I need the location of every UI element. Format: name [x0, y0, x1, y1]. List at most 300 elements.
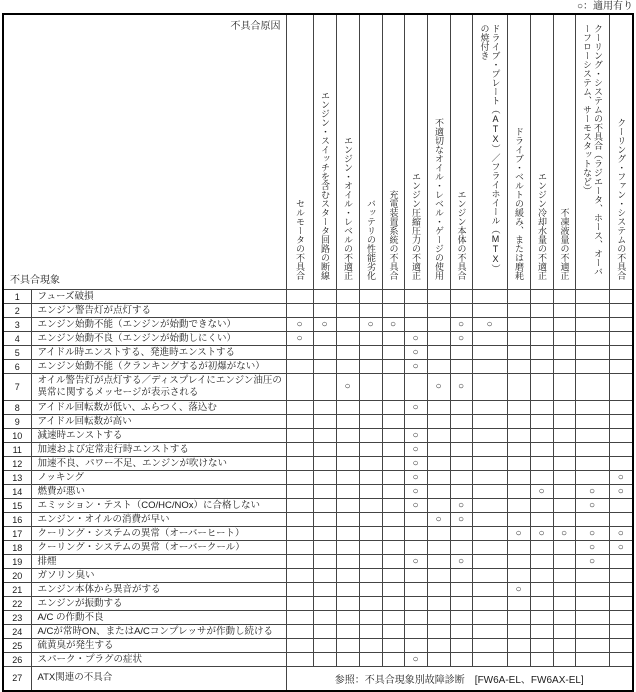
- mark-cell: [450, 611, 472, 625]
- mark-cell: [530, 611, 553, 625]
- mark-cell: [530, 555, 553, 569]
- row-number: 12: [3, 457, 31, 471]
- mark-cell: [553, 304, 575, 318]
- cause-column-label: 不適切なオイル・レベル・ゲージの使用: [434, 118, 444, 280]
- table-row: [3, 346, 633, 360]
- mark-cell: [359, 513, 382, 527]
- cause-column-label: エンジン本体の不具合: [456, 190, 467, 280]
- mark-cell: [286, 555, 313, 569]
- mark-cell: [359, 527, 382, 541]
- symptom-cell: エンジン本体から異音がする: [31, 583, 286, 597]
- applicable-mark-cell: [450, 513, 472, 527]
- mark-cell: [530, 499, 553, 513]
- mark-cell: [313, 527, 336, 541]
- mark-cell: [427, 429, 450, 443]
- row-number: 24: [3, 625, 31, 639]
- mark-cell: [404, 569, 427, 583]
- applicable-circle-mark: ○: [515, 583, 522, 595]
- cause-column-label: バッテリの性能劣化: [366, 199, 376, 280]
- mark-cell: [427, 485, 450, 499]
- row-number: 1: [3, 290, 31, 304]
- table-row: [3, 471, 633, 485]
- mark-cell: [313, 639, 336, 653]
- mark-cell: [575, 457, 609, 471]
- row-number: 23: [3, 611, 31, 625]
- applicable-circle-mark: ○: [588, 499, 596, 511]
- mark-cell: [313, 471, 336, 485]
- mark-cell: [313, 374, 336, 401]
- mark-cell: [286, 513, 313, 527]
- applicable-circle-mark: ○: [412, 457, 419, 469]
- row-number: 9: [3, 415, 31, 429]
- mark-cell: [382, 569, 404, 583]
- mark-cell: [382, 346, 404, 360]
- mark-cell: [336, 611, 359, 625]
- row-number: 4: [3, 332, 31, 346]
- mark-cell: [450, 304, 472, 318]
- mark-cell: [530, 290, 553, 304]
- mark-cell: [359, 583, 382, 597]
- mark-cell: [359, 443, 382, 457]
- mark-cell: [336, 429, 359, 443]
- mark-cell: [609, 499, 633, 513]
- mark-cell: [553, 360, 575, 374]
- row-number: 20: [3, 569, 31, 583]
- mark-cell: [575, 332, 609, 346]
- applicable-circle-mark: ○: [617, 527, 624, 539]
- table-row: [3, 415, 633, 429]
- mark-cell: [359, 597, 382, 611]
- mark-cell: [359, 639, 382, 653]
- mark-cell: [530, 653, 553, 667]
- mark-cell: [382, 457, 404, 471]
- cause-column-header-7: [427, 14, 450, 290]
- mark-cell: [472, 569, 507, 583]
- cause-column-header-5: [382, 14, 404, 290]
- table-row: [3, 583, 633, 597]
- mark-cell: [404, 611, 427, 625]
- row-number: 21: [3, 583, 31, 597]
- mark-cell: [609, 653, 633, 667]
- mark-cell: [553, 429, 575, 443]
- mark-cell: [472, 471, 507, 485]
- applicable-circle-mark: ○: [588, 541, 596, 553]
- mark-cell: [359, 429, 382, 443]
- mark-cell: [530, 457, 553, 471]
- mark-cell: [427, 653, 450, 667]
- mark-cell: [472, 499, 507, 513]
- mark-cell: [609, 555, 633, 569]
- symptom-cell: エンジン始動不能（エンジンが始動できない）: [31, 318, 286, 332]
- mark-cell: [472, 653, 507, 667]
- mark-cell: [553, 443, 575, 457]
- mark-cell: [507, 499, 530, 513]
- row-number: 14: [3, 485, 31, 499]
- mark-cell: [359, 290, 382, 304]
- mark-cell: [427, 290, 450, 304]
- mark-cell: [382, 443, 404, 457]
- mark-cell: [336, 415, 359, 429]
- mark-cell: [313, 499, 336, 513]
- mark-cell: [450, 583, 472, 597]
- mark-cell: [427, 597, 450, 611]
- mark-cell: [609, 457, 633, 471]
- mark-cell: [507, 597, 530, 611]
- cause-column-header-11: [530, 14, 553, 290]
- mark-cell: [359, 625, 382, 639]
- mark-cell: [472, 625, 507, 639]
- applicable-circle-mark: ○: [412, 653, 419, 665]
- mark-cell: [336, 639, 359, 653]
- mark-cell: [553, 555, 575, 569]
- applicable-mark-cell: [336, 374, 359, 401]
- mark-cell: [427, 611, 450, 625]
- mark-cell: [336, 583, 359, 597]
- mark-cell: [553, 457, 575, 471]
- mark-cell: [553, 485, 575, 499]
- mark-cell: [450, 485, 472, 499]
- applicable-circle-mark: ○: [515, 527, 522, 539]
- applicable-mark-cell: [507, 527, 530, 541]
- symptom-cell: アイドル時エンストする、発進時エンストする: [31, 346, 286, 360]
- mark-cell: [404, 304, 427, 318]
- mark-cell: [507, 653, 530, 667]
- mark-cell: [507, 415, 530, 429]
- mark-cell: [609, 583, 633, 597]
- mark-cell: [313, 625, 336, 639]
- mark-cell: [472, 443, 507, 457]
- cause-column-label: クーリング・システムの不具合（ラジエータ、ホース、オーバーフローシステム、サーモスタットなど）: [582, 24, 603, 276]
- cause-column-header-13: [575, 14, 609, 290]
- mark-cell: [382, 653, 404, 667]
- mark-cell: [313, 611, 336, 625]
- mark-cell: [609, 429, 633, 443]
- applicable-circle-mark: ○: [412, 443, 419, 455]
- cause-column-header-3: [336, 14, 359, 290]
- mark-cell: [382, 597, 404, 611]
- mark-cell: [575, 374, 609, 401]
- mark-cell: [336, 290, 359, 304]
- mark-cell: [404, 625, 427, 639]
- mark-cell: [575, 429, 609, 443]
- mark-cell: [359, 653, 382, 667]
- applicable-circle-mark: ○: [296, 332, 303, 344]
- mark-cell: [530, 443, 553, 457]
- mark-cell: [472, 290, 507, 304]
- mark-cell: [507, 569, 530, 583]
- mark-cell: [404, 290, 427, 304]
- mark-cell: [472, 429, 507, 443]
- mark-cell: [404, 583, 427, 597]
- cause-column-label: 充電装置系統の不具合: [388, 190, 399, 280]
- applicable-mark-cell: [450, 374, 472, 401]
- table-row: [3, 304, 633, 318]
- mark-cell: [382, 485, 404, 499]
- applicable-circle-mark: ○: [538, 527, 545, 539]
- mark-cell: [575, 318, 609, 332]
- symptom-cell: ATX関連の不具合: [31, 667, 286, 691]
- applicable-mark-cell: [313, 318, 336, 332]
- mark-cell: [507, 360, 530, 374]
- mark-cell: [336, 499, 359, 513]
- cause-column-label: ドライブ・プレート（ATX）／フライホイール（MTX）の焼付き: [479, 24, 501, 273]
- table-row: [3, 485, 633, 499]
- applicable-circle-mark: ○: [588, 555, 596, 567]
- mark-cell: [313, 332, 336, 346]
- applicable-circle-mark: ○: [412, 499, 419, 511]
- mark-cell: [286, 429, 313, 443]
- applicable-mark-cell: [427, 374, 450, 401]
- mark-cell: [382, 555, 404, 569]
- applicable-mark-cell: [404, 401, 427, 415]
- corner-header-cell: [3, 14, 286, 290]
- mark-cell: [609, 346, 633, 360]
- mark-cell: [336, 471, 359, 485]
- mark-cell: [427, 583, 450, 597]
- symptom-cell: 排煙: [31, 555, 286, 569]
- mark-cell: [427, 415, 450, 429]
- applicable-circle-mark: ○: [412, 346, 419, 358]
- mark-cell: [382, 429, 404, 443]
- mark-cell: [313, 597, 336, 611]
- mark-cell: [530, 415, 553, 429]
- mark-cell: [530, 346, 553, 360]
- mark-cell: [609, 304, 633, 318]
- applicable-circle-mark: ○: [389, 318, 397, 330]
- mark-cell: [336, 304, 359, 318]
- mark-cell: [553, 318, 575, 332]
- mark-cell: [286, 639, 313, 653]
- mark-cell: [427, 332, 450, 346]
- mark-cell: [530, 318, 553, 332]
- row-number: 5: [3, 346, 31, 360]
- row-number: 7: [3, 374, 31, 401]
- applicable-mark-cell: [404, 443, 427, 457]
- applicable-circle-mark: ○: [457, 381, 465, 392]
- table-row: [3, 499, 633, 513]
- mark-cell: [382, 583, 404, 597]
- row-number: 26: [3, 653, 31, 667]
- mark-cell: [286, 401, 313, 415]
- mark-cell: [507, 485, 530, 499]
- mark-cell: [507, 304, 530, 318]
- table-row: [3, 597, 633, 611]
- applicable-circle-mark: ○: [457, 318, 465, 330]
- applicable-circle-mark: ○: [344, 381, 351, 392]
- applicable-mark-cell: [575, 541, 609, 555]
- row-number: 16: [3, 513, 31, 527]
- table-row: [3, 569, 633, 583]
- cause-column-header-8: [450, 14, 472, 290]
- cause-column-label: クーリング・ファン・システムの不具合: [616, 118, 627, 280]
- mark-cell: [359, 541, 382, 555]
- mark-cell: [553, 625, 575, 639]
- row-number: 6: [3, 360, 31, 374]
- mark-cell: [553, 569, 575, 583]
- mark-cell: [359, 471, 382, 485]
- mark-cell: [472, 597, 507, 611]
- symptom-cell: クーリング・システムの異常（オーバーヒート）: [31, 527, 286, 541]
- mark-cell: [450, 527, 472, 541]
- applicable-circle-mark: ○: [588, 527, 596, 539]
- mark-cell: [553, 583, 575, 597]
- mark-cell: [313, 485, 336, 499]
- cause-column-label: エンジン圧縮圧力の不適正: [411, 172, 421, 280]
- row-number: 22: [3, 597, 31, 611]
- applicable-circle-mark: ○: [457, 499, 465, 511]
- cause-column-label: 不凍液量の不適正: [559, 208, 570, 280]
- mark-cell: [450, 429, 472, 443]
- applicable-mark-cell: [404, 499, 427, 513]
- mark-cell: [609, 625, 633, 639]
- mark-cell: [313, 457, 336, 471]
- applicable-mark-cell: [404, 457, 427, 471]
- cause-column-label: エンジン・スイッチを含むスタータ回路の断線: [320, 91, 330, 280]
- row-number: 18: [3, 541, 31, 555]
- mark-cell: [507, 374, 530, 401]
- mark-cell: [575, 304, 609, 318]
- causes-axis-label: 不具合原因: [230, 21, 281, 32]
- mark-cell: [286, 346, 313, 360]
- mark-cell: [336, 527, 359, 541]
- mark-cell: [553, 639, 575, 653]
- mark-cell: [507, 625, 530, 639]
- row-number: 19: [3, 555, 31, 569]
- mark-cell: [404, 374, 427, 401]
- mark-cell: [359, 401, 382, 415]
- mark-cell: [359, 555, 382, 569]
- mark-cell: [575, 290, 609, 304]
- mark-cell: [530, 471, 553, 485]
- mark-cell: [575, 513, 609, 527]
- mark-cell: [609, 332, 633, 346]
- mark-cell: [507, 611, 530, 625]
- table-row: [3, 653, 633, 667]
- applicable-mark-cell: [530, 527, 553, 541]
- applicable-mark-cell: [404, 360, 427, 374]
- mark-cell: [313, 443, 336, 457]
- mark-cell: [609, 401, 633, 415]
- applicable-mark-cell: [404, 346, 427, 360]
- mark-cell: [553, 471, 575, 485]
- mark-cell: [507, 639, 530, 653]
- mark-cell: [382, 513, 404, 527]
- mark-cell: [507, 318, 530, 332]
- mark-cell: [359, 346, 382, 360]
- mark-cell: [286, 499, 313, 513]
- mark-cell: [553, 597, 575, 611]
- mark-cell: [336, 597, 359, 611]
- mark-cell: [286, 527, 313, 541]
- symptom-cell: 加速不良、パワー不足、エンジンが吹けない: [31, 457, 286, 471]
- troubleshooting-matrix-table: [2, 13, 634, 692]
- cause-column-header-14: [609, 14, 633, 290]
- mark-cell: [450, 290, 472, 304]
- mark-cell: [530, 513, 553, 527]
- mark-cell: [404, 415, 427, 429]
- mark-cell: [359, 499, 382, 513]
- mark-cell: [450, 653, 472, 667]
- applicable-circle-mark: ○: [617, 541, 624, 553]
- applicable-mark-cell: [609, 541, 633, 555]
- mark-cell: [382, 625, 404, 639]
- mark-cell: [427, 541, 450, 555]
- mark-cell: [472, 457, 507, 471]
- symptom-cell: 燃費が悪い: [31, 485, 286, 499]
- applicable-mark-cell: [609, 527, 633, 541]
- mark-cell: [575, 569, 609, 583]
- mark-cell: [359, 360, 382, 374]
- mark-cell: [382, 332, 404, 346]
- mark-cell: [507, 457, 530, 471]
- mark-cell: [609, 569, 633, 583]
- mark-cell: [530, 569, 553, 583]
- cause-column-header-10: [507, 14, 530, 290]
- symptom-cell: エミッション・テスト（CO/HC/NOx）に合格しない: [31, 499, 286, 513]
- mark-cell: [530, 429, 553, 443]
- mark-cell: [472, 583, 507, 597]
- mark-cell: [313, 653, 336, 667]
- mark-cell: [553, 653, 575, 667]
- mark-cell: [336, 457, 359, 471]
- mark-cell: [313, 360, 336, 374]
- mark-cell: [450, 541, 472, 555]
- mark-cell: [472, 360, 507, 374]
- mark-cell: [336, 346, 359, 360]
- symptom-cell: A/C の作動不良: [31, 611, 286, 625]
- mark-cell: [359, 374, 382, 401]
- applicable-circle-mark: ○: [588, 485, 596, 497]
- applicable-mark-cell: [450, 499, 472, 513]
- mark-cell: [359, 569, 382, 583]
- mark-cell: [286, 304, 313, 318]
- applicable-mark-cell: [575, 499, 609, 513]
- table-row: [3, 290, 633, 304]
- applicable-circle-mark: ○: [435, 381, 442, 392]
- mark-cell: [382, 499, 404, 513]
- mark-cell: [313, 415, 336, 429]
- applicable-circle-mark: ○: [367, 318, 374, 330]
- applicable-mark-cell: [472, 318, 507, 332]
- mark-cell: [404, 597, 427, 611]
- mark-cell: [575, 415, 609, 429]
- mark-cell: [472, 527, 507, 541]
- symptom-cell: A/Cが常時ON、またはA/Cコンプレッサが作動し続ける: [31, 625, 286, 639]
- table-row: [3, 667, 633, 691]
- mark-cell: [313, 541, 336, 555]
- mark-cell: [609, 639, 633, 653]
- mark-cell: [427, 639, 450, 653]
- row-number: 11: [3, 443, 31, 457]
- mark-cell: [286, 457, 313, 471]
- symptom-cell: フューズ破損: [31, 290, 286, 304]
- table-row: [3, 457, 633, 471]
- mark-cell: [286, 290, 313, 304]
- mark-cell: [530, 541, 553, 555]
- symptoms-axis-label: 不具合現象: [10, 275, 60, 286]
- table-row: [3, 401, 633, 415]
- mark-cell: [336, 318, 359, 332]
- mark-cell: [427, 318, 450, 332]
- mark-cell: [336, 443, 359, 457]
- applicable-mark-cell: [575, 527, 609, 541]
- mark-cell: [286, 374, 313, 401]
- mark-cell: [472, 639, 507, 653]
- row-number: 15: [3, 499, 31, 513]
- applicable-mark-cell: [286, 332, 313, 346]
- applicable-circle-mark: ○: [321, 318, 328, 330]
- mark-cell: [575, 443, 609, 457]
